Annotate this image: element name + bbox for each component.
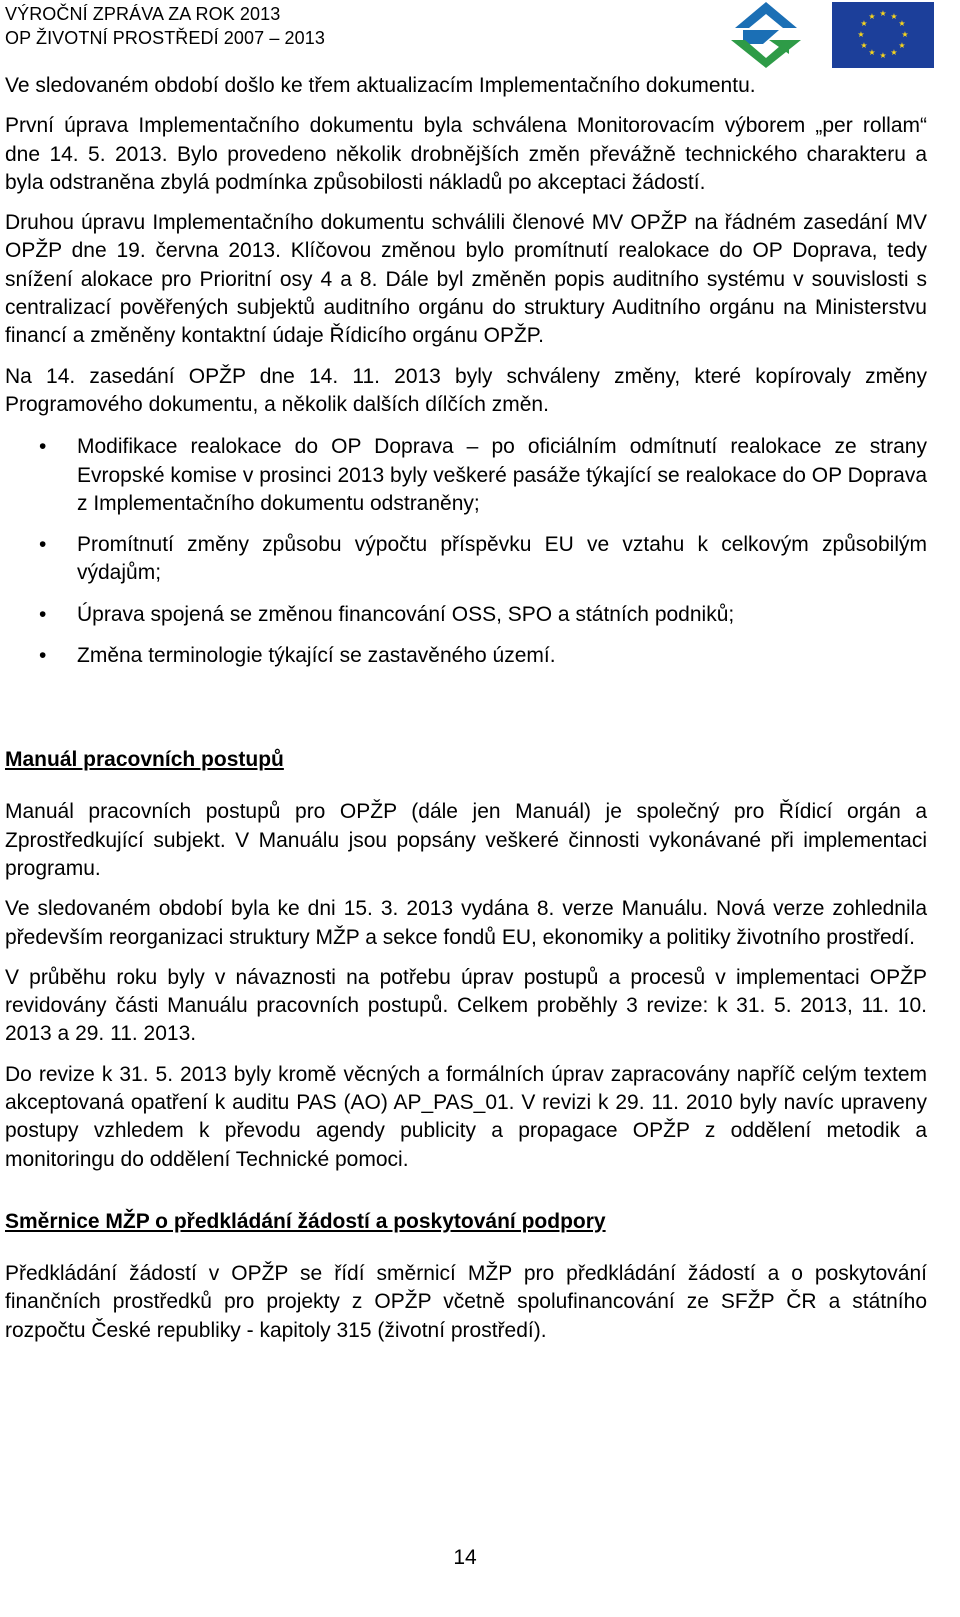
svg-text:★: ★ (879, 9, 887, 18)
manual-section-heading: Manuál pracovních postupů (5, 748, 284, 772)
svg-text:★: ★ (898, 19, 906, 28)
list-item (5, 433, 927, 518)
svg-text:★: ★ (868, 12, 876, 21)
bullet-icon: • (39, 533, 47, 557)
svg-text:★: ★ (857, 30, 865, 39)
opzp-logo-icon (721, 0, 811, 68)
directive-section-heading: Směrnice MŽP o předkládání žádostí a poskytování podpory (5, 1209, 606, 1233)
directive-paragraph-1: Předkládání žádostí v OPŽP se řídí směrnicí MŽP pro předkládání žádostí a o poskytování finančních prostředků pro projekty z OPŽP včetně spolufinancování ze SFŽP ČR a státního rozpočtu České republiky - kapitoly 315 (životní prostředí). (5, 1261, 927, 1342)
svg-text:★: ★ (879, 51, 887, 60)
intro-paragraph-1: Ve sledovaném období došlo ke třem aktualizacím Implementačního dokumentu. (5, 74, 756, 97)
svg-text:★: ★ (860, 41, 868, 50)
svg-text:★: ★ (890, 48, 898, 57)
list-item (5, 642, 927, 670)
list-item-text: Změna terminologie týkající se zastavěného území. (77, 644, 556, 668)
report-title: VÝROČNÍ ZPRÁVA ZA ROK 2013 (5, 4, 281, 24)
bullet-icon: • (39, 644, 47, 668)
list-item (5, 531, 927, 588)
svg-text:★: ★ (898, 41, 906, 50)
svg-text:★: ★ (868, 48, 876, 57)
bullet-icon: • (39, 435, 47, 459)
intro-paragraph-2: První úprava Implementačního dokumentu byla schválena Monitorovacím výborem „per rollam“ dne 14. 5. 2013. Bylo provedeno několik drobnějších změn převážně technického charakteru a byla odstraněna zbylá podmínka způsobilosti nákladů po akceptaci žádostí. (5, 114, 927, 194)
intro-paragraph-4: Na 14. zasedání OPŽP dne 14. 11. 2013 byly schváleny změny, které kopírovaly změny Programového dokumentu, a několik dalších dílčích změn. (5, 364, 927, 416)
manual-paragraph-3: V průběhu roku byly v návaznosti na potřebu úprav postupů a procesů v implementaci OPŽP revidovány části Manuálu pracovních postupů. Celkem proběhly 3 revize: k 31. 5. 2013, 11. 10. 2013 a 29. 11. 2013. (5, 965, 927, 1046)
intro-paragraph-3: Druhou úpravu Implementačního dokumentu schválili členové MV OPŽP na řádném zasedání MV OPŽP dne 19. června 2013. Klíčovou změnou bylo promítnutí realokace do OP Doprava, tedy snížení alokace pro Prioritní osy 4 a 8. Dále byl změněn popis auditního systému v souvislosti s centralizací pověřených subjektů auditního orgánu do struktury Auditního orgánu na Ministerstvu financí a změněny kontaktní údaje Řídicího orgánu OPŽP. (5, 211, 927, 348)
changes-list (5, 433, 927, 670)
page-header (5, 0, 955, 70)
manual-paragraph-1: Manuál pracovních postupů pro OPŽP (dále jen Manuál) je společný pro Řídicí orgán a Zprostředkující subjekt. V Manuálu jsou popsány veškeré činnosti vykonávané při implementaci programu. (5, 800, 927, 880)
svg-text:★: ★ (901, 30, 909, 39)
manual-paragraph-4: Do revize k 31. 5. 2013 byly kromě věcných a formálních úprav zapracovány napříč celým textem akceptovaná opatření k auditu PAS (AO) AP_PAS_01. V revizi k 29. 11. 2010 byly navíc upraveny postupy vzhledem k převodu agendy publicity a propagace OPŽP z oddělení metodik a monitoringu do oddělení Technické pomoci. (5, 1062, 927, 1171)
list-item-text: Modifikace realokace do OP Doprava – po oficiálním odmítnutí realokace ze strany Evropské komise v prosinci 2013 byly veškeré pasáže týkající se realokace do OP Doprava z Implementačního dokumentu odstraněny; (77, 435, 927, 515)
svg-text:★: ★ (890, 12, 898, 21)
list-item (5, 601, 927, 629)
list-item-text: Promítnutí změny způsobu výpočtu příspěvku EU ve vztahu k celkovým způsobilým výdajům; (77, 533, 927, 585)
document-body (5, 72, 927, 1357)
eu-flag-icon (832, 2, 934, 68)
bullet-icon: • (39, 602, 47, 626)
manual-paragraph-2: Ve sledovaném období byla ke dni 15. 3. 2013 vydána 8. verze Manuálu. Nová verze zohlednila především reorganizaci struktury MŽP a sekce fondů EU, ekonomiky a politiky životního prostředí. (5, 897, 927, 949)
svg-text:★: ★ (860, 19, 868, 28)
list-item-text: Úprava spojená se změnou financování OSS, SPO a státních podniků; (77, 602, 735, 626)
page-number: 14 (453, 1546, 477, 1569)
programme-title: OP ŽIVOTNÍ PROSTŘEDÍ 2007 – 2013 (5, 28, 325, 48)
